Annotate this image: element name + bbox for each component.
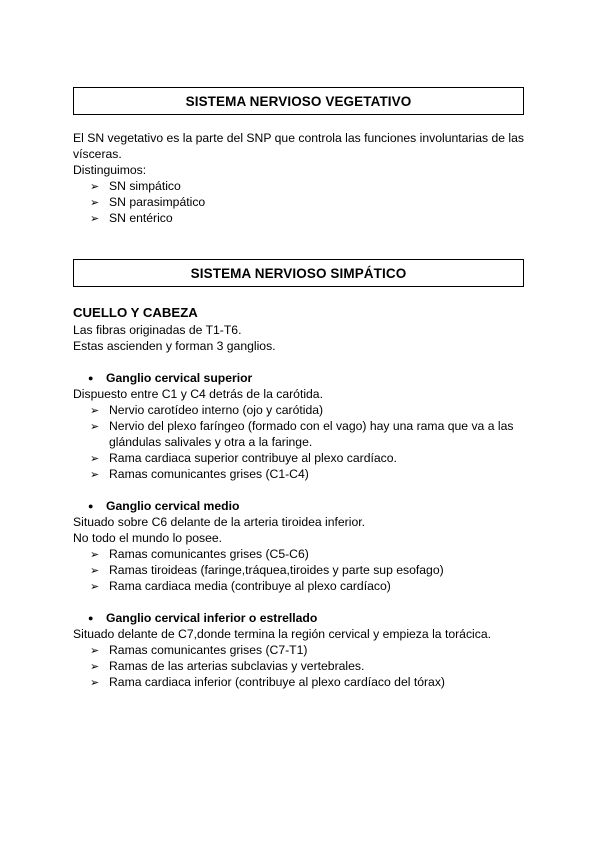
- dot-bullet-icon: ●: [88, 501, 94, 511]
- dot-bullet-icon: ●: [88, 613, 94, 623]
- list-item: ➢ Rama cardiaca inferior (contribuye al plexo cardíaco del tórax): [90, 675, 445, 689]
- list-item: ➢ Nervio del plexo faríngeo (formado con el vago) hay una rama que va a las: [90, 419, 514, 433]
- list-item: ➢ Ramas comunicantes grises (C7-T1): [90, 643, 308, 657]
- arrow-bullet-icon: ➢: [90, 213, 100, 225]
- list-item: ➢ Nervio carotídeo interno (ojo y carótida): [90, 403, 324, 417]
- arrow-bullet-icon: ➢: [90, 405, 100, 417]
- ganglio-superior-desc: Dispuesto entre C1 y C4 detrás de la carótida.: [73, 387, 323, 401]
- arrow-bullet-icon: ➢: [90, 661, 100, 673]
- intro-line-1: El SN vegetativo es la parte del SNP que controla las funciones involuntarias de las: [73, 131, 524, 145]
- arrow-bullet-icon: ➢: [90, 677, 100, 689]
- list-item: ➢ Ramas tiroideas (faringe,tráquea,tiroides y parte sup esofago): [90, 563, 444, 577]
- list-item: ➢ Ramas comunicantes grises (C1-C4): [90, 467, 309, 481]
- heading-ganglio-medio: ● Ganglio cervical medio: [88, 499, 240, 513]
- list-item-continuation: glándulas salivales y otra a la faringe.: [109, 435, 313, 449]
- list-item: ➢ SN parasimpático: [90, 195, 206, 209]
- list-item: ➢ Rama cardiaca superior contribuye al plexo cardíaco.: [90, 451, 397, 465]
- section-title-vegetativo: SISTEMA NERVIOSO VEGETATIVO: [73, 87, 524, 115]
- list-item: ➢ Rama cardiaca media (contribuye al plexo cardíaco): [90, 579, 391, 593]
- arrow-bullet-icon: ➢: [90, 181, 100, 193]
- fibras-line: Las fibras originadas de T1-T6.: [73, 323, 242, 337]
- heading-ganglio-superior: ● Ganglio cervical superior: [88, 371, 253, 385]
- section-title-simpatico: SISTEMA NERVIOSO SIMPÁTICO: [73, 259, 524, 287]
- intro-line-2: vísceras.: [73, 147, 122, 161]
- arrow-bullet-icon: ➢: [90, 549, 100, 561]
- arrow-bullet-icon: ➢: [90, 453, 100, 465]
- list-item: ➢ Ramas de las arterias subclavias y vertebrales.: [90, 659, 365, 673]
- list-item: ➢ SN entérico: [90, 211, 173, 225]
- list-item: ➢ SN simpático: [90, 179, 181, 193]
- arrow-bullet-icon: ➢: [90, 581, 100, 593]
- arrow-bullet-icon: ➢: [90, 645, 100, 657]
- subtitle-cuello-cabeza: CUELLO Y CABEZA: [73, 305, 198, 320]
- distinguimos-label: Distinguimos:: [73, 163, 147, 177]
- list-item: ➢ Ramas comunicantes grises (C5-C6): [90, 547, 309, 561]
- dot-bullet-icon: ●: [88, 373, 94, 383]
- arrow-bullet-icon: ➢: [90, 197, 100, 209]
- arrow-bullet-icon: ➢: [90, 421, 100, 433]
- ganglio-medio-desc-2: No todo el mundo lo posee.: [73, 531, 223, 545]
- ganglio-medio-desc-1: Situado sobre C6 delante de la arteria tiroidea inferior.: [73, 515, 365, 529]
- heading-ganglio-inferior: ● Ganglio cervical inferior o estrellado: [88, 611, 318, 625]
- ganglios-line: Estas ascienden y forman 3 ganglios.: [73, 339, 276, 353]
- arrow-bullet-icon: ➢: [90, 469, 100, 481]
- ganglio-inferior-desc: Situado delante de C7,donde termina la región cervical y empieza la torácica.: [73, 627, 491, 641]
- arrow-bullet-icon: ➢: [90, 565, 100, 577]
